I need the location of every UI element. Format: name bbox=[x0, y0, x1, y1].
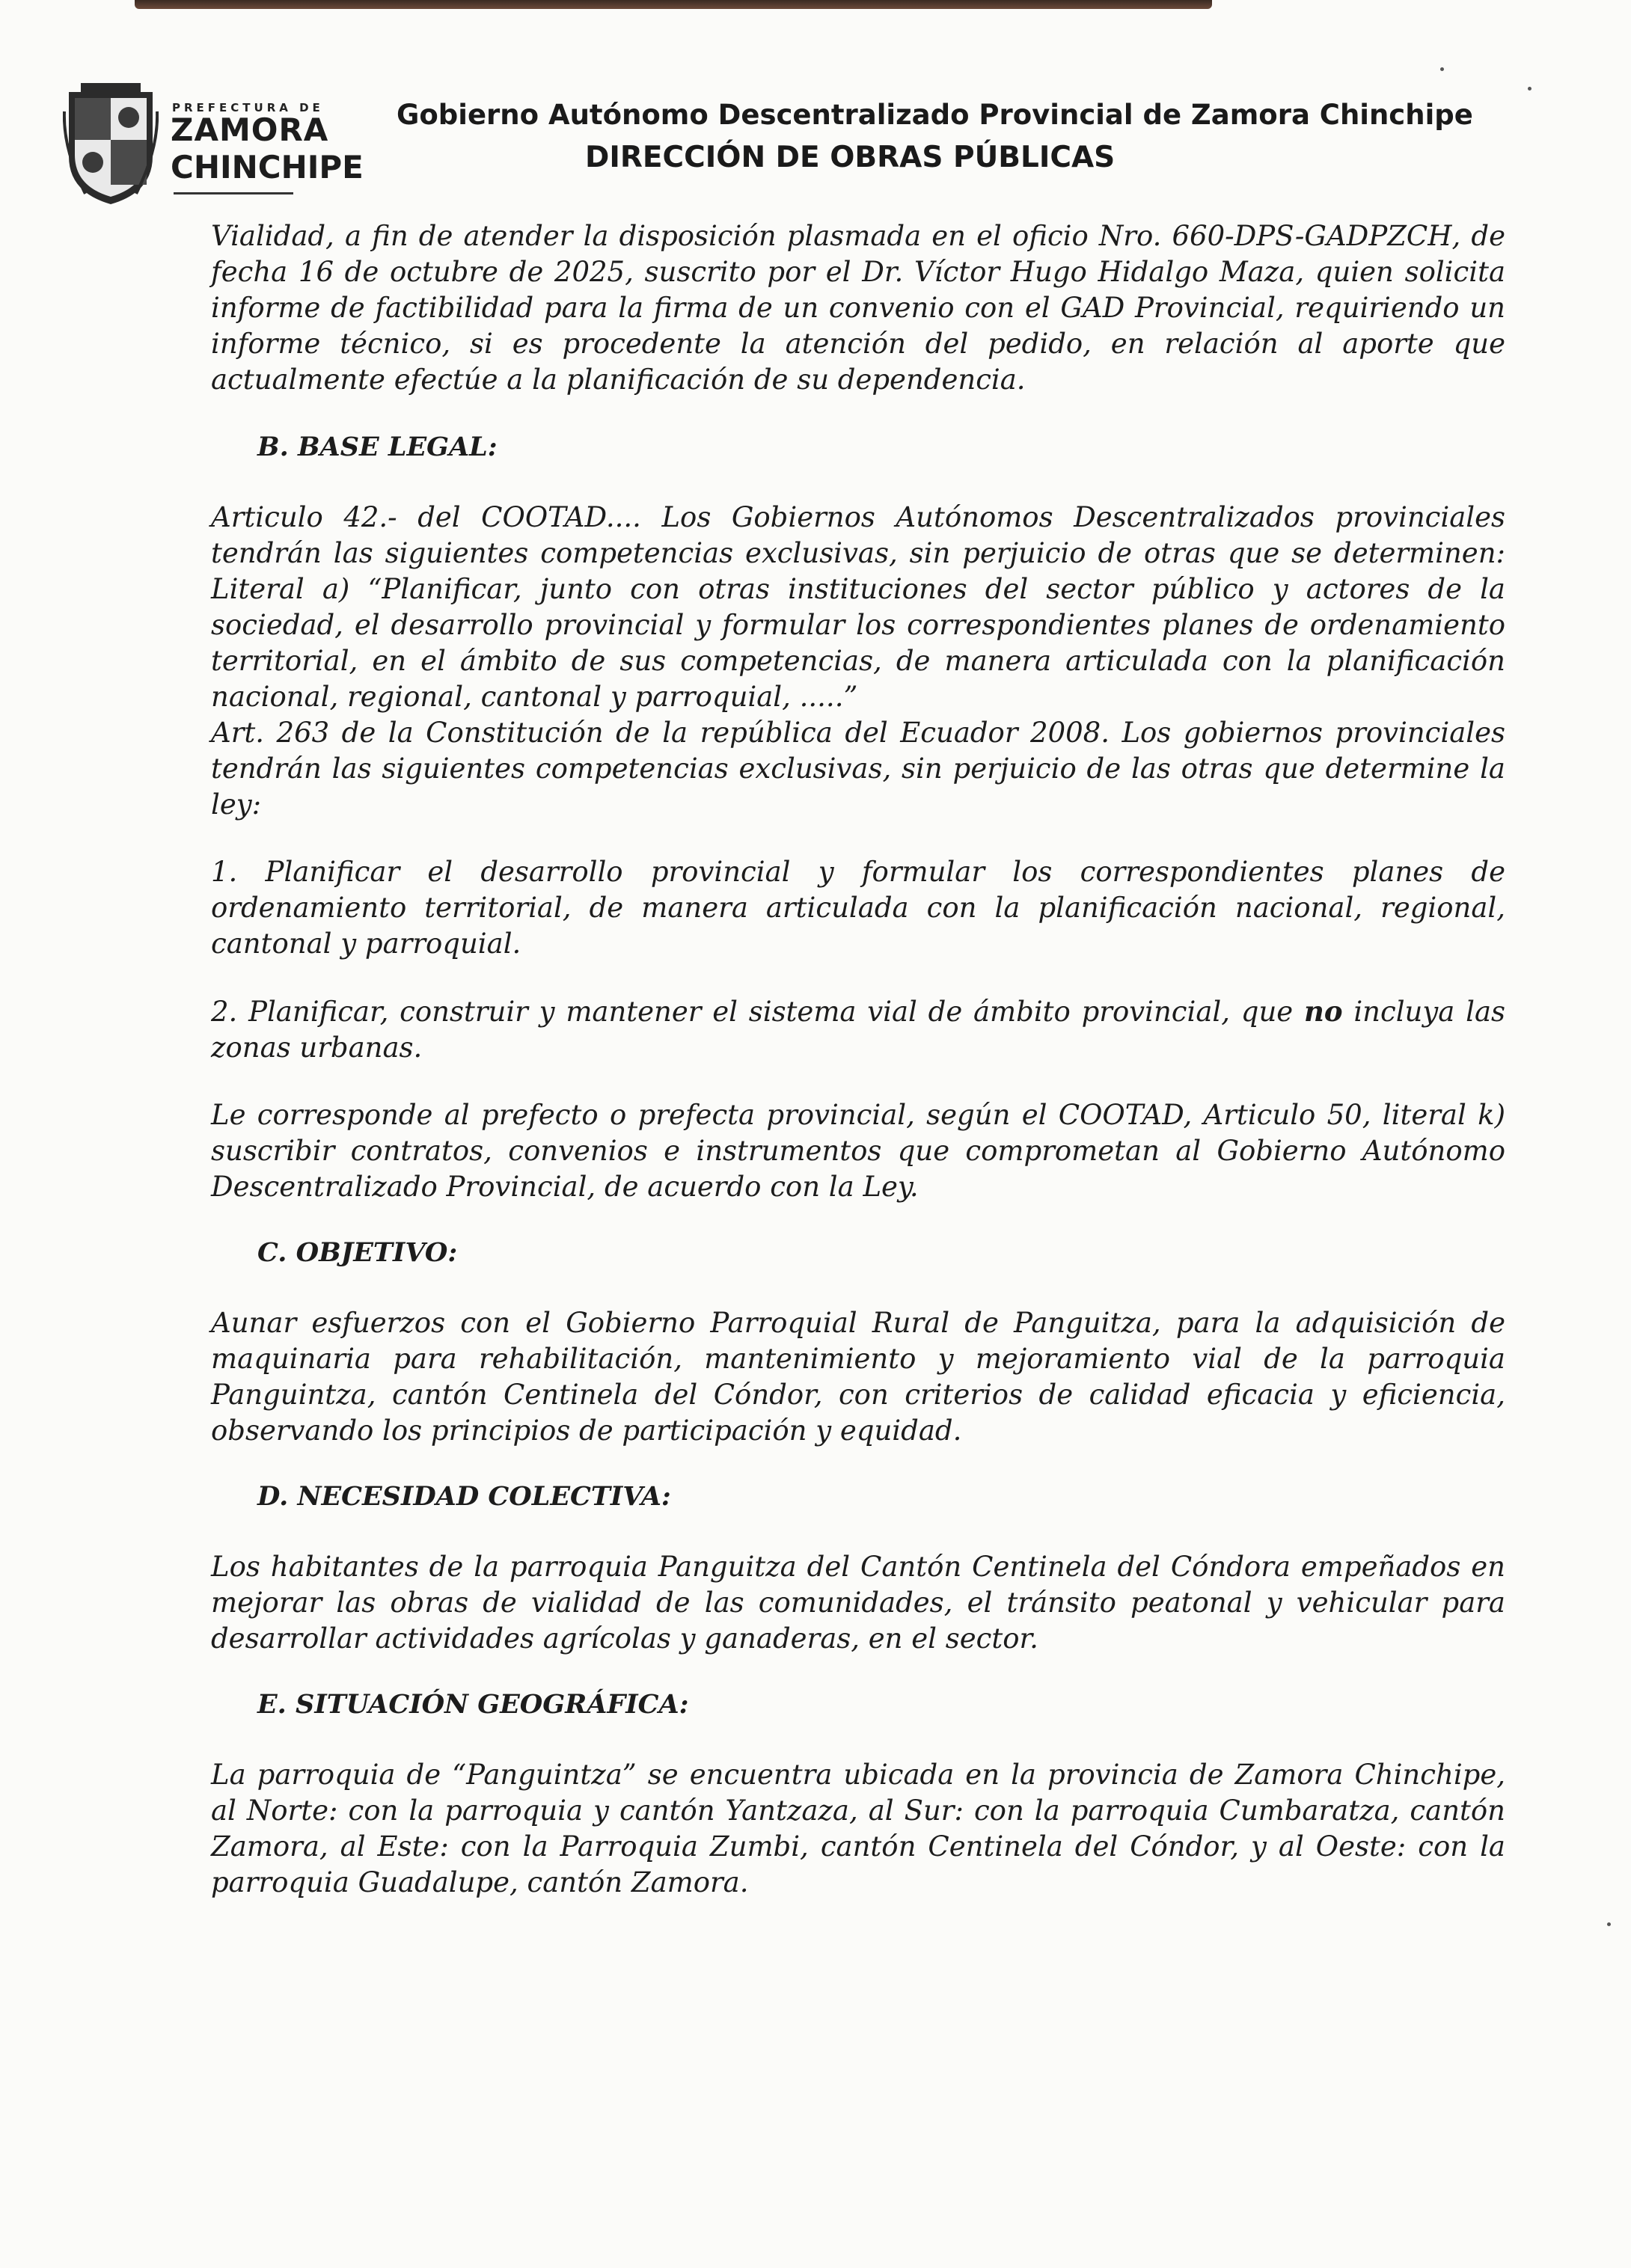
organization-title: Gobierno Autónomo Descentralizado Provincial de Zamora Chinchipe bbox=[397, 99, 1473, 131]
shield-emblem-icon bbox=[63, 82, 159, 207]
logo-line2: CHINCHIPE bbox=[171, 149, 364, 186]
section-d-heading: D. NECESIDAD COLECTIVA: bbox=[257, 1481, 671, 1512]
logo-line1: ZAMORA bbox=[171, 111, 329, 148]
article-42-paragraph: Articulo 42.- del COOTAD.... Los Gobiernos Autónomos Descentralizados provinciales tendrán las siguientes competencias exclusivas, sin perjuicio de otras que se determinen: Literal a) “Planificar, junto con otras instituciones del sector público y actores de la sociedad, el desarrollo provincial y formular los correspondientes planes de ordenamiento territorial, en el ámbito de sus competencias, de manera articulada con la planificación nacional, regional, cantonal y parroquial, .....” bbox=[211, 501, 1505, 713]
intro-paragraph: Vialidad, a fin de atender la disposición plasmada en el oficio Nro. 660-DPS-GADPZCH, de fecha 16 de octubre de 2025, suscrito por el Dr. Víctor Hugo Hidalgo Maza, quien solicita informe de factibilidad para la firma de un convenio con el GAD Provincial, requiriendo un informe técnico, si es procedente la atención del pedido, en relación al aporte que actualmente efectúe a la planificación de su dependencia. bbox=[211, 220, 1505, 396]
section-e-heading: E. SITUACIÓN GEOGRÁFICA: bbox=[257, 1689, 689, 1720]
scan-speck bbox=[1440, 67, 1444, 71]
top-edge-bar bbox=[135, 0, 1212, 9]
competence-item-2 bbox=[211, 993, 1505, 1066]
item2-text-start: 2. Planificar, construir y mantener el sistema vial de ámbito provincial, que bbox=[211, 996, 1304, 1028]
scan-speck bbox=[1528, 87, 1531, 91]
scan-speck bbox=[1607, 1922, 1611, 1926]
prefectura-logo bbox=[60, 79, 364, 221]
document-body bbox=[211, 218, 1505, 1901]
department-title: DIRECCIÓN DE OBRAS PÚBLICAS bbox=[585, 141, 1116, 174]
logo-small-text: PREFECTURA DE bbox=[172, 101, 324, 114]
situacion-paragraph: La parroquia de “Panguintza” se encuentra ubicada en la provincia de Zamora Chinchipe, al Norte: con la parroquia y cantón Yantzaza, al Sur: con la parroquia Cumbaratza, cantón Zamora, al Este: con la Parroquia Zumbi, cantón Centinela del Cóndor, y al Oeste: con la parroquia Guadalupe, cantón Zamora. bbox=[211, 1759, 1505, 1898]
competence-item-1: 1. Planificar el desarrollo provincial y formular los correspondientes planes de ordenamiento territorial, de manera articulada con la planificación nacional, regional, cantonal y parroquial. bbox=[211, 856, 1505, 960]
item2-text-end: incluya las zonas urbanas. bbox=[211, 996, 1506, 1064]
necesidad-paragraph: Los habitantes de la parroquia Panguitza del Cantón Centinela del Cóndora empeñados en mejorar las obras de vialidad de las comunidades, el tránsito peatonal y vehicular para desarrollar actividades agrícolas y ganaderas, en el sector. bbox=[211, 1551, 1505, 1655]
article-263-paragraph: Art. 263 de la Constitución de la república del Ecuador 2008. Los gobiernos provinciales tendrán las siguientes competencias exclusivas, sin perjuicio de las otras que determine la ley: bbox=[211, 717, 1505, 821]
logo-underline bbox=[174, 192, 293, 194]
item2-bold-word: no bbox=[1303, 995, 1343, 1028]
section-c-heading: C. OBJETIVO: bbox=[257, 1237, 458, 1268]
section-b-heading: B. BASE LEGAL: bbox=[257, 432, 498, 462]
objetivo-paragraph: Aunar esfuerzos con el Gobierno Parroquial Rural de Panguitza, para la adquisición de maquinaria para rehabilitación, mantenimiento y mejoramiento vial de la parroquia Panguintza, cantón Centinela del Cóndor, con criterios de calidad eficacia y eficiencia, observando los principios de participación y equidad. bbox=[211, 1307, 1505, 1447]
prefecto-paragraph: Le corresponde al prefecto o prefecta provincial, según el COOTAD, Articulo 50, literal k) suscribir contratos, convenios e instrumentos que comprometan al Gobierno Autónomo Descentralizado Provincial, de acuerdo con la Ley. bbox=[211, 1099, 1505, 1203]
